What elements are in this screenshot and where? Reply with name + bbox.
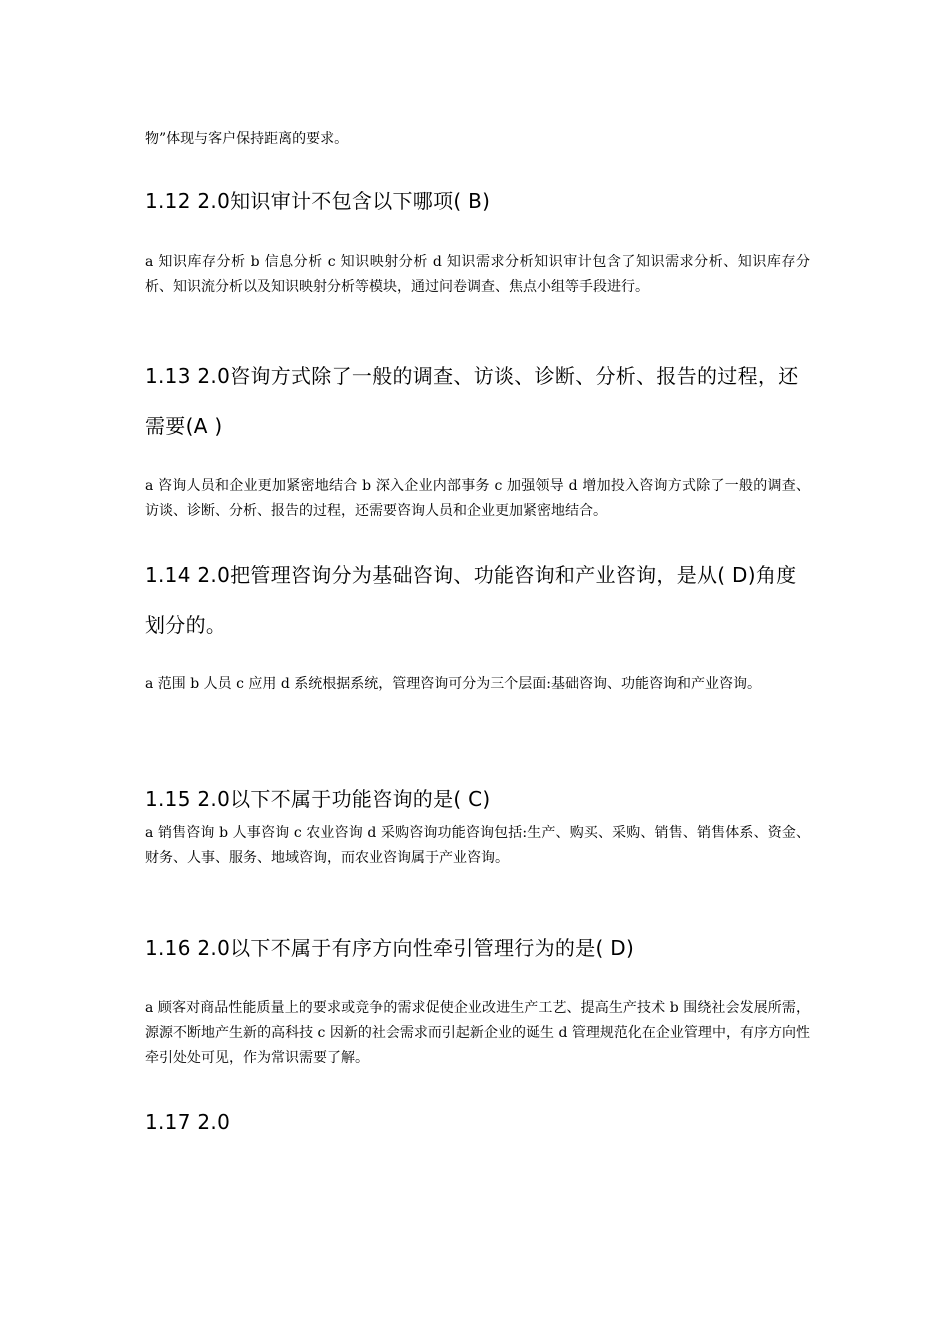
question-1-16: 1.16 2.0以下不属于有序方向性牵引管理行为的是( D): [145, 936, 635, 960]
answer-1-12: a 知识库存分析 b 信息分析 c 知识映射分析 d 知识需求分析知识审计包含了知识需求分析、知识库存分析、知识流分析以及知识映射分析等模块，通过问卷调查、焦点小组等手段进行。: [145, 254, 810, 295]
answer-1-13: a 咨询人员和企业更加紧密地结合 b 深入企业内部事务 c 加强领导 d 增加投入咨询方式除了一般的调查、访谈、诊断、分析、报告的过程，还需要咨询人员和企业更加紧密地结合。: [145, 478, 810, 519]
question-1-12: 1.12 2.0知识审计不包含以下哪项( B): [145, 189, 491, 213]
intro-text: 物”体现与客户保持距离的要求。: [145, 131, 349, 147]
question-1-17: 1.17 2.0: [145, 1110, 231, 1134]
answer-1-16: a 顾客对商品性能质量上的要求或竞争的需求促使企业改进生产工艺、提高生产技术 b 围绕社会发展所需，源源不断地产生新的高科技 c 因新的社会需求而引起新企业的诞生 d 管理规范化在企业管理中，有序方向性牵引处处可见，作为常识需要了解。: [145, 1000, 810, 1066]
answer-1-15: a 销售咨询 b 人事咨询 c 农业咨询 d 采购咨询功能咨询包括:生产、购买、采购、销售、销售体系、资金、财务、人事、服务、地域咨询，而农业咨询属于产业咨询。: [145, 825, 810, 866]
question-1-15: 1.15 2.0以下不属于功能咨询的是( C): [145, 787, 491, 811]
answer-1-14: a 范围 b 人员 c 应用 d 系统根据系统，管理咨询可分为三个层面:基础咨询、功能咨询和产业咨询。: [145, 676, 761, 692]
question-1-14: 1.14 2.0把管理咨询分为基础咨询、功能咨询和产业咨询，是从( D)角度划分的。: [145, 563, 797, 637]
question-1-13: 1.13 2.0咨询方式除了一般的调查、访谈、诊断、分析、报告的过程，还需要(A ): [145, 364, 799, 438]
